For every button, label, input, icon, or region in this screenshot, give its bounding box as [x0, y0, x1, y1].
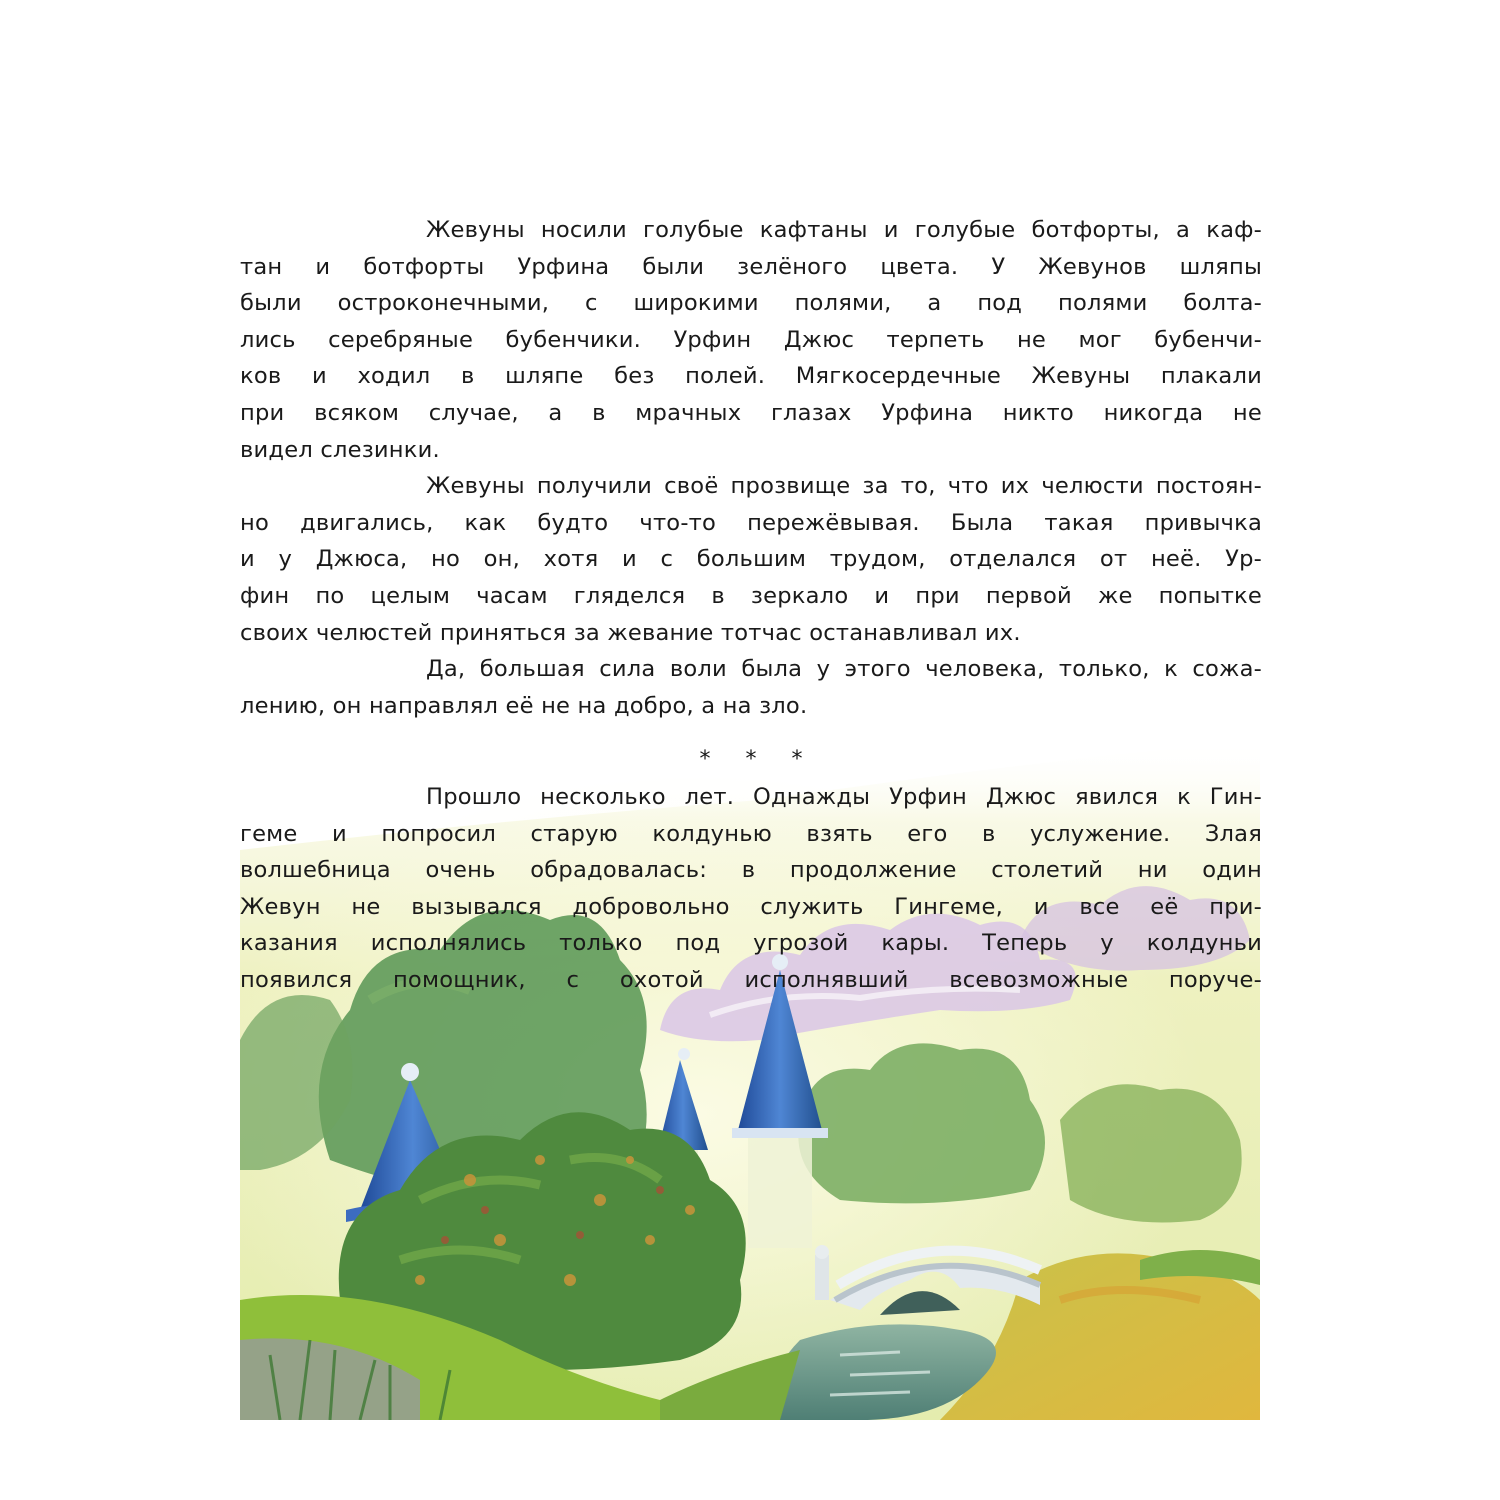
text-line: при всяком случае, а в мрачных глазах Урфина никто никогда не — [240, 399, 1262, 426]
text-line: тан и ботфорты Урфина были зелёного цвета. У Жевунов шляпы — [240, 253, 1262, 280]
text-line: лению, он направлял её не на добро, а на зло. — [240, 692, 808, 719]
text-line: своих челюстей приняться за жевание тотчас останавливал их. — [240, 619, 1021, 646]
text-line: фин по целым часам гляделся в зеркало и при первой же попытке — [240, 582, 1262, 609]
text-line: казания исполнялись только под угрозой кары. Теперь у колдуньи — [240, 930, 1262, 957]
paragraph-3 — [240, 651, 1262, 724]
text-line: волшебница очень обрадовалась: в продолжение столетий ни один — [240, 857, 1262, 884]
text-line: видел слезинки. — [240, 436, 440, 463]
text-line: были остроконечными, с широкими полями, а под полями болта- — [240, 290, 1262, 317]
text-line: Жевуны носили голубые кафтаны и голубые ботфорты, а каф- — [426, 217, 1262, 243]
section-separator: * * * — [699, 747, 817, 773]
text-line: лись серебряные бубенчики. Урфин Джюс терпеть не мог бубенчи- — [240, 326, 1262, 353]
paragraph-4 — [240, 779, 1262, 999]
text-line: геме и попросил старую колдунью взять его в услужение. Злая — [240, 820, 1262, 847]
text-block — [240, 212, 1262, 998]
paragraph-1 — [240, 212, 1262, 468]
text-line: Да, большая сила воли была у этого человека, только, к сожа- — [426, 656, 1262, 683]
text-line: Жевуны получили своё прозвище за то, что их челюсти постоян- — [426, 473, 1262, 500]
text-line: появился помощник, с охотой исполнявший всевозможные поруче- — [240, 966, 1262, 993]
text-line: Жевун не вызывался добровольно служить Гингеме, и все её при- — [240, 893, 1262, 920]
text-line: Прошло несколько лет. Однажды Урфин Джюс явился к Гин- — [426, 783, 1262, 810]
text-line: и у Джюса, но он, хотя и с большим трудом, отделался от неё. Ур- — [240, 546, 1262, 573]
text-line: ков и ходил в шляпе без полей. Мягкосердечные Жевуны плакали — [240, 363, 1262, 390]
paragraph-2 — [240, 468, 1262, 651]
text-line: но двигались, как будто что-то пережёвывая. Была такая привычка — [240, 509, 1262, 536]
